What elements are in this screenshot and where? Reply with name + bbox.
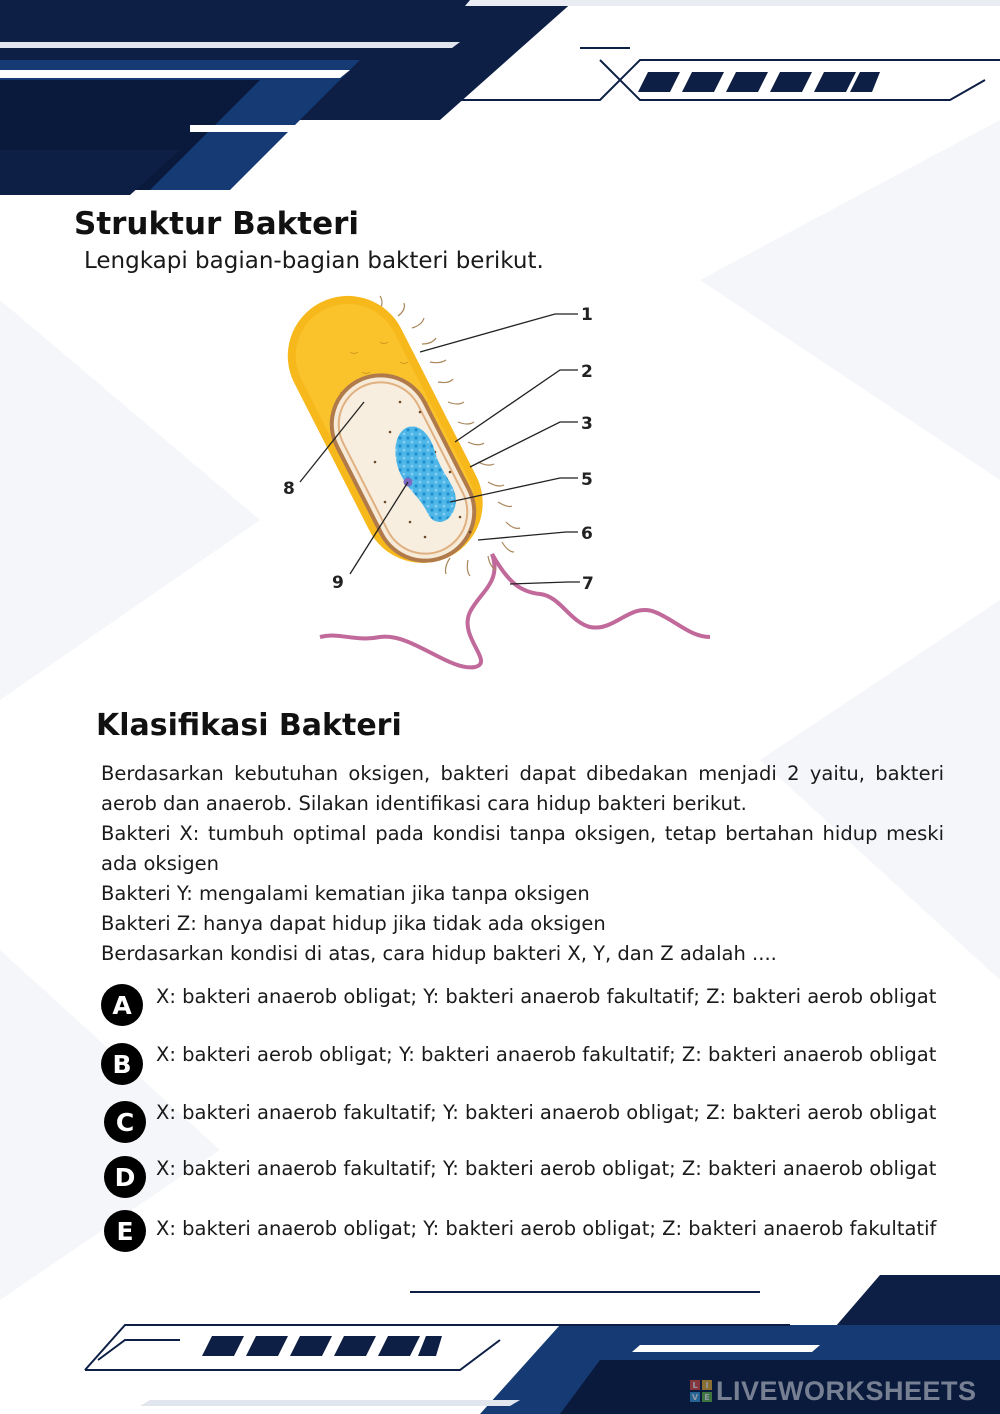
diagram-label-2: 2 xyxy=(581,362,593,382)
question-text: Berdasarkan kondisi di atas, cara hidup bakteri X, Y, dan Z adalah .... xyxy=(101,942,777,965)
diagram-label-6: 6 xyxy=(581,524,593,544)
option-a-text: X: bakteri anaerob obligat; Y: bakteri anaerob fakultatif; Z: bakteri aerob obligat xyxy=(156,985,937,1008)
option-b-badge[interactable]: B xyxy=(101,1043,143,1085)
option-a-badge[interactable]: A xyxy=(101,984,143,1026)
option-c-text: X: bakteri anaerob fakultatif; Y: bakteri anaerob obligat; Z: bakteri aerob obligat xyxy=(156,1101,937,1124)
bakteri-y-text: Bakteri Y: mengalami kematian jika tanpa oksigen xyxy=(101,882,590,905)
option-d-badge[interactable]: D xyxy=(104,1156,146,1198)
bakteri-z-text: Bakteri Z: hanya dapat hidup jika tidak ada oksigen xyxy=(101,912,606,935)
option-b-text: X: bakteri aerob obligat; Y: bakteri anaerob fakultatif; Z: bakteri anaerob obligat xyxy=(156,1043,937,1066)
section-title-klasifikasi: Klasifikasi Bakteri xyxy=(96,708,402,743)
watermark-text: LIVEWORKSHEETS xyxy=(716,1375,977,1406)
option-d-text: X: bakteri anaerob fakultatif; Y: bakteri aerob obligat; Z: bakteri anaerob obligat xyxy=(156,1157,937,1180)
option-e-text: X: bakteri anaerob obligat; Y: bakteri aerob obligat; Z: bakteri anaerob fakultatif xyxy=(156,1217,937,1240)
option-e-badge[interactable]: E xyxy=(104,1210,146,1252)
bacteria-diagram xyxy=(270,292,740,682)
diagram-label-5: 5 xyxy=(581,470,593,490)
diagram-label-8: 8 xyxy=(283,479,295,499)
diagram-label-1: 1 xyxy=(581,305,593,325)
liveworksheets-logo-icon: L I V E xyxy=(690,1380,712,1402)
header-shapes xyxy=(0,0,1000,195)
bakteri-x-text: Bakteri X: tumbuh optimal pada kondisi tanpa oksigen, tetap bertahan hidup meski ada oksigen xyxy=(101,822,944,875)
diagram-label-9: 9 xyxy=(332,573,344,593)
diagram-label-3: 3 xyxy=(581,414,593,434)
section-title-struktur: Struktur Bakteri xyxy=(74,206,360,242)
diagram-label-7: 7 xyxy=(582,574,594,594)
section-instruction: Lengkapi bagian-bagian bakteri berikut. xyxy=(84,248,544,274)
liveworksheets-watermark xyxy=(690,1374,977,1408)
option-c-badge[interactable]: C xyxy=(104,1101,146,1143)
intro-paragraph: Berdasarkan kebutuhan oksigen, bakteri dapat dibedakan menjadi 2 yaitu, bakteri aerob dan anaerob. Silakan identifikasi cara hidup bakteri berikut. xyxy=(101,762,944,815)
flagellum xyxy=(492,554,710,637)
